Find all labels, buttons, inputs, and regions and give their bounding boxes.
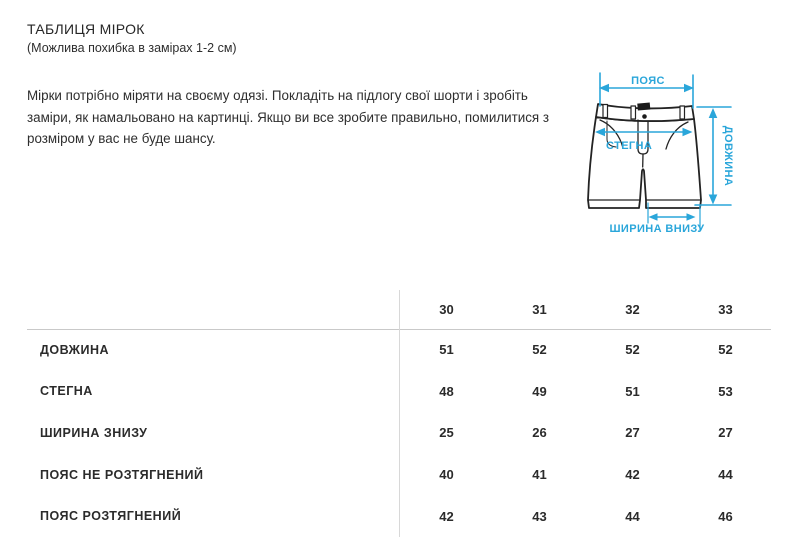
- button: [642, 114, 647, 119]
- measurement-value: 52: [532, 342, 547, 358]
- table-row: [27, 412, 772, 454]
- measurement-value: 43: [532, 508, 547, 524]
- measurement-value: 48: [439, 383, 454, 399]
- table-row: [27, 371, 772, 413]
- measurement-value: 51: [625, 383, 640, 399]
- size-column-header: 33: [718, 302, 733, 317]
- measurement-value: 42: [439, 508, 454, 524]
- measurement-value: 42: [625, 467, 640, 483]
- measurement-value: 27: [718, 425, 733, 441]
- row-label: ШИРИНА ЗНИЗУ: [40, 425, 148, 440]
- measurement-value: 52: [718, 342, 733, 358]
- shorts-outline: [588, 104, 701, 208]
- row-label: ПОЯС НЕ РОЗТЯГНЕНИЙ: [40, 467, 204, 482]
- tolerance-note: (Можлива похибка в замірах 1-2 см): [27, 41, 237, 55]
- bottom-width-dimension-label: ШИРИНА ВНИЗУ: [609, 223, 705, 235]
- measurement-value: 44: [718, 467, 733, 483]
- measurement-value: 52: [625, 342, 640, 358]
- measurement-value: 53: [718, 383, 733, 399]
- hips-dimension-label: СТЕГНА: [606, 140, 653, 152]
- size-table: [27, 290, 772, 537]
- measurement-value: 41: [532, 467, 547, 483]
- table-row: [27, 329, 772, 371]
- waist-dimension-label: ПОЯС: [631, 75, 665, 87]
- measurement-instructions: Мірки потрібно міряти на своєму одязі. Покладіть на підлогу свої шорти і зробіть заміри, як намальовано на картинці. Якщо ви все зробите правильно, помилитися з розміром у вас не буде шансу.: [27, 88, 550, 146]
- size-column-header: 32: [625, 302, 640, 317]
- measurement-value: 49: [532, 383, 547, 399]
- page-title: ТАБЛИЦЯ МІРОК: [27, 21, 145, 37]
- row-label: ПОЯС РОЗТЯГНЕНИЙ: [40, 509, 182, 524]
- size-table-header-row: [27, 290, 772, 329]
- size-column-header: 30: [439, 302, 454, 317]
- table-row: [27, 495, 772, 537]
- shorts-diagram-svg: [562, 53, 797, 253]
- measurement-value: 46: [718, 508, 733, 524]
- table-row: [27, 454, 772, 496]
- measurement-value: 40: [439, 467, 454, 483]
- brand-tag: [637, 102, 650, 110]
- shorts-measurement-diagram: [562, 53, 797, 253]
- measurement-value: 25: [439, 425, 454, 441]
- row-label: СТЕГНА: [40, 384, 93, 399]
- row-label: ДОВЖИНА: [40, 342, 110, 357]
- measurement-value: 44: [625, 508, 640, 524]
- size-column-header: 31: [532, 302, 547, 317]
- length-dimension-label: ДОВЖИНА: [722, 125, 734, 187]
- measurement-value: 26: [532, 425, 547, 441]
- measurement-value: 51: [439, 342, 454, 358]
- measurement-value: 27: [625, 425, 640, 441]
